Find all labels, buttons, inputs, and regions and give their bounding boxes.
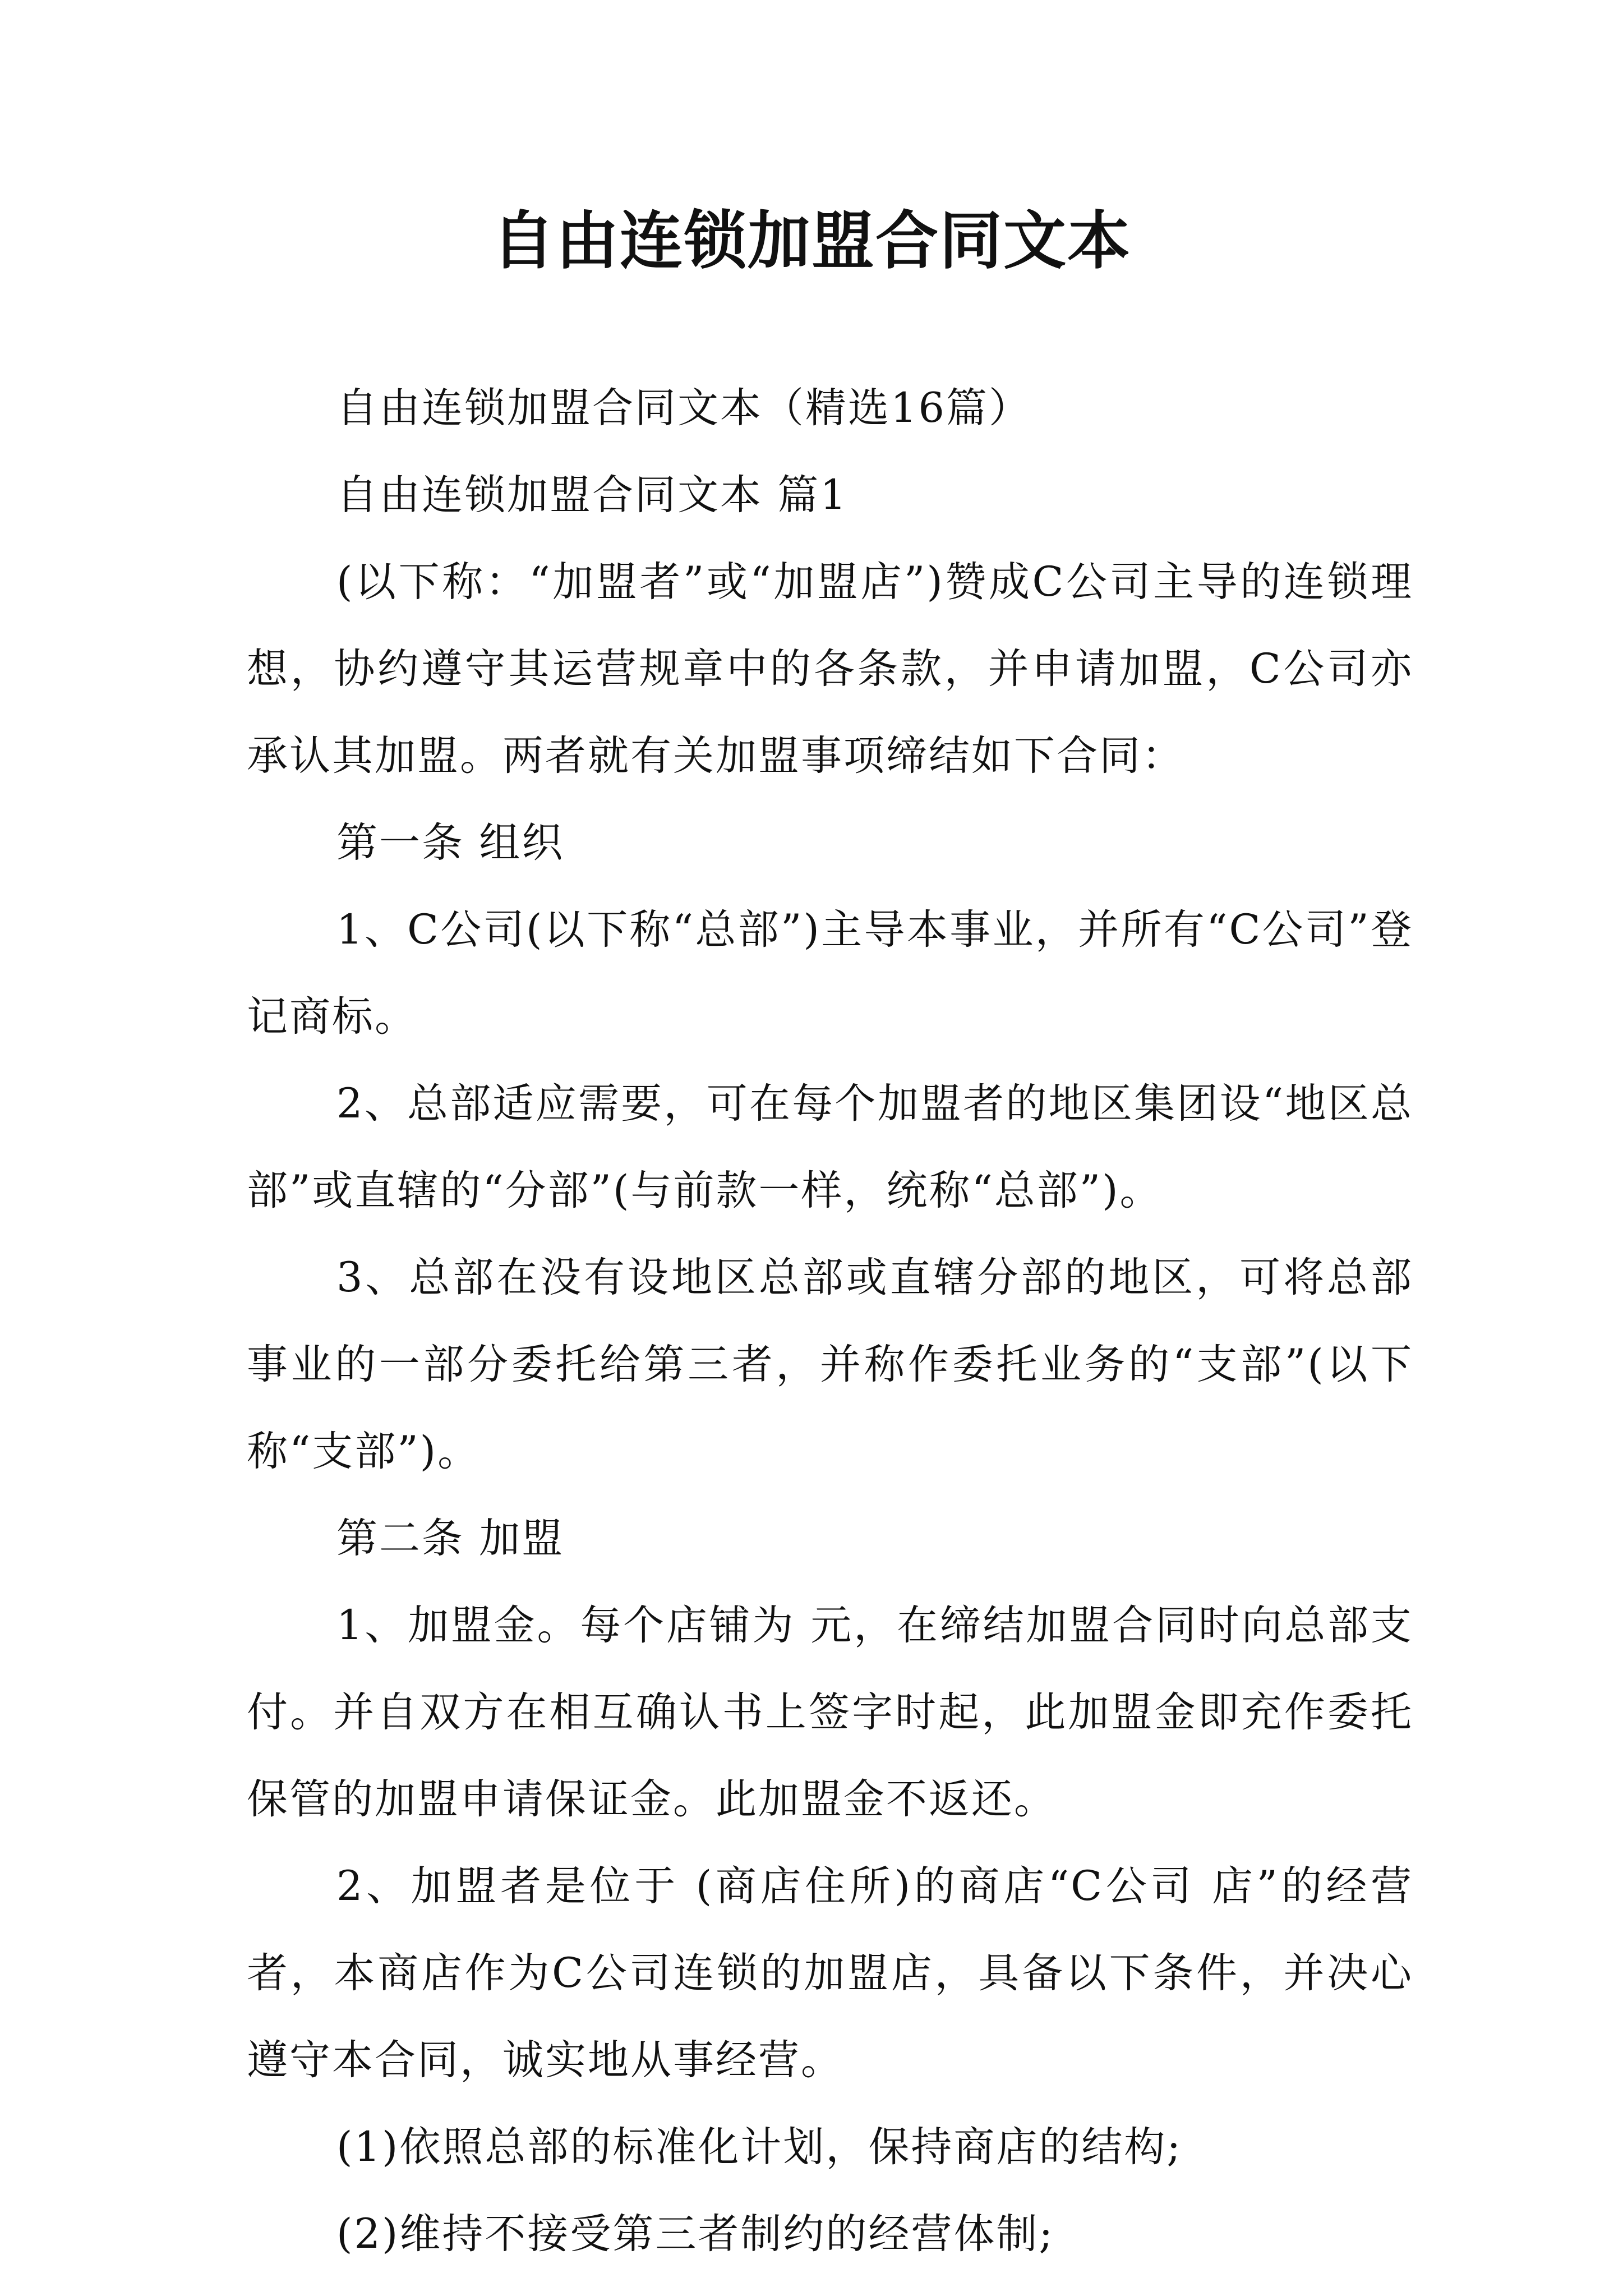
paragraph: 2、总部适应需要，可在每个加盟者的地区集团设“地区总部”或直辖的“分部”(与前款一样，统称“总部”)。 xyxy=(247,1080,1413,1214)
document-subtitle: 自由连锁加盟合同文本（精选16篇） xyxy=(336,384,1031,432)
paragraph: (以下称：“加盟者”或“加盟店”)赞成C公司主导的连锁理想，协约遵守其运营规章中的各条款，并申请加盟，C公司亦承认其加盟。两者就有关加盟事项缔结如下合同： xyxy=(247,558,1413,780)
document-title: 自由连锁加盟合同文本 xyxy=(492,205,1131,278)
article-heading: 第一条 组织 xyxy=(336,819,565,867)
article-heading: 第二条 加盟 xyxy=(336,1515,565,1562)
paragraph: 2、加盟者是位于 (商店住所)的商店“C公司 店”的经营者，本商店作为C公司连锁的加盟店，具备以下条件，并决心遵守本合同，诚实地从事经营。 xyxy=(247,1862,1413,2084)
list-item: (1)依照总部的标准化计划，保持商店的结构; xyxy=(336,2123,1182,2171)
section-heading: 自由连锁加盟合同文本 篇1 xyxy=(336,471,848,519)
paragraph: 1、C公司(以下称“总部”)主导本事业，并所有“C公司”登记商标。 xyxy=(247,906,1413,1041)
document-body xyxy=(247,365,1413,2277)
paragraph: 1、加盟金。每个店铺为 元，在缔结加盟合同时向总部支付。并自双方在相互确认书上签字时起，此加盟金即充作委托保管的加盟申请保证金。此加盟金不返还。 xyxy=(247,1602,1413,1823)
list-item: (2)维持不接受第三者制约的经营体制; xyxy=(336,2210,1054,2258)
paragraph: 3、总部在没有设地区总部或直辖分部的地区，可将总部事业的一部分委托给第三者，并称作委托业务的“支部”(以下称“支部”)。 xyxy=(247,1254,1413,1475)
